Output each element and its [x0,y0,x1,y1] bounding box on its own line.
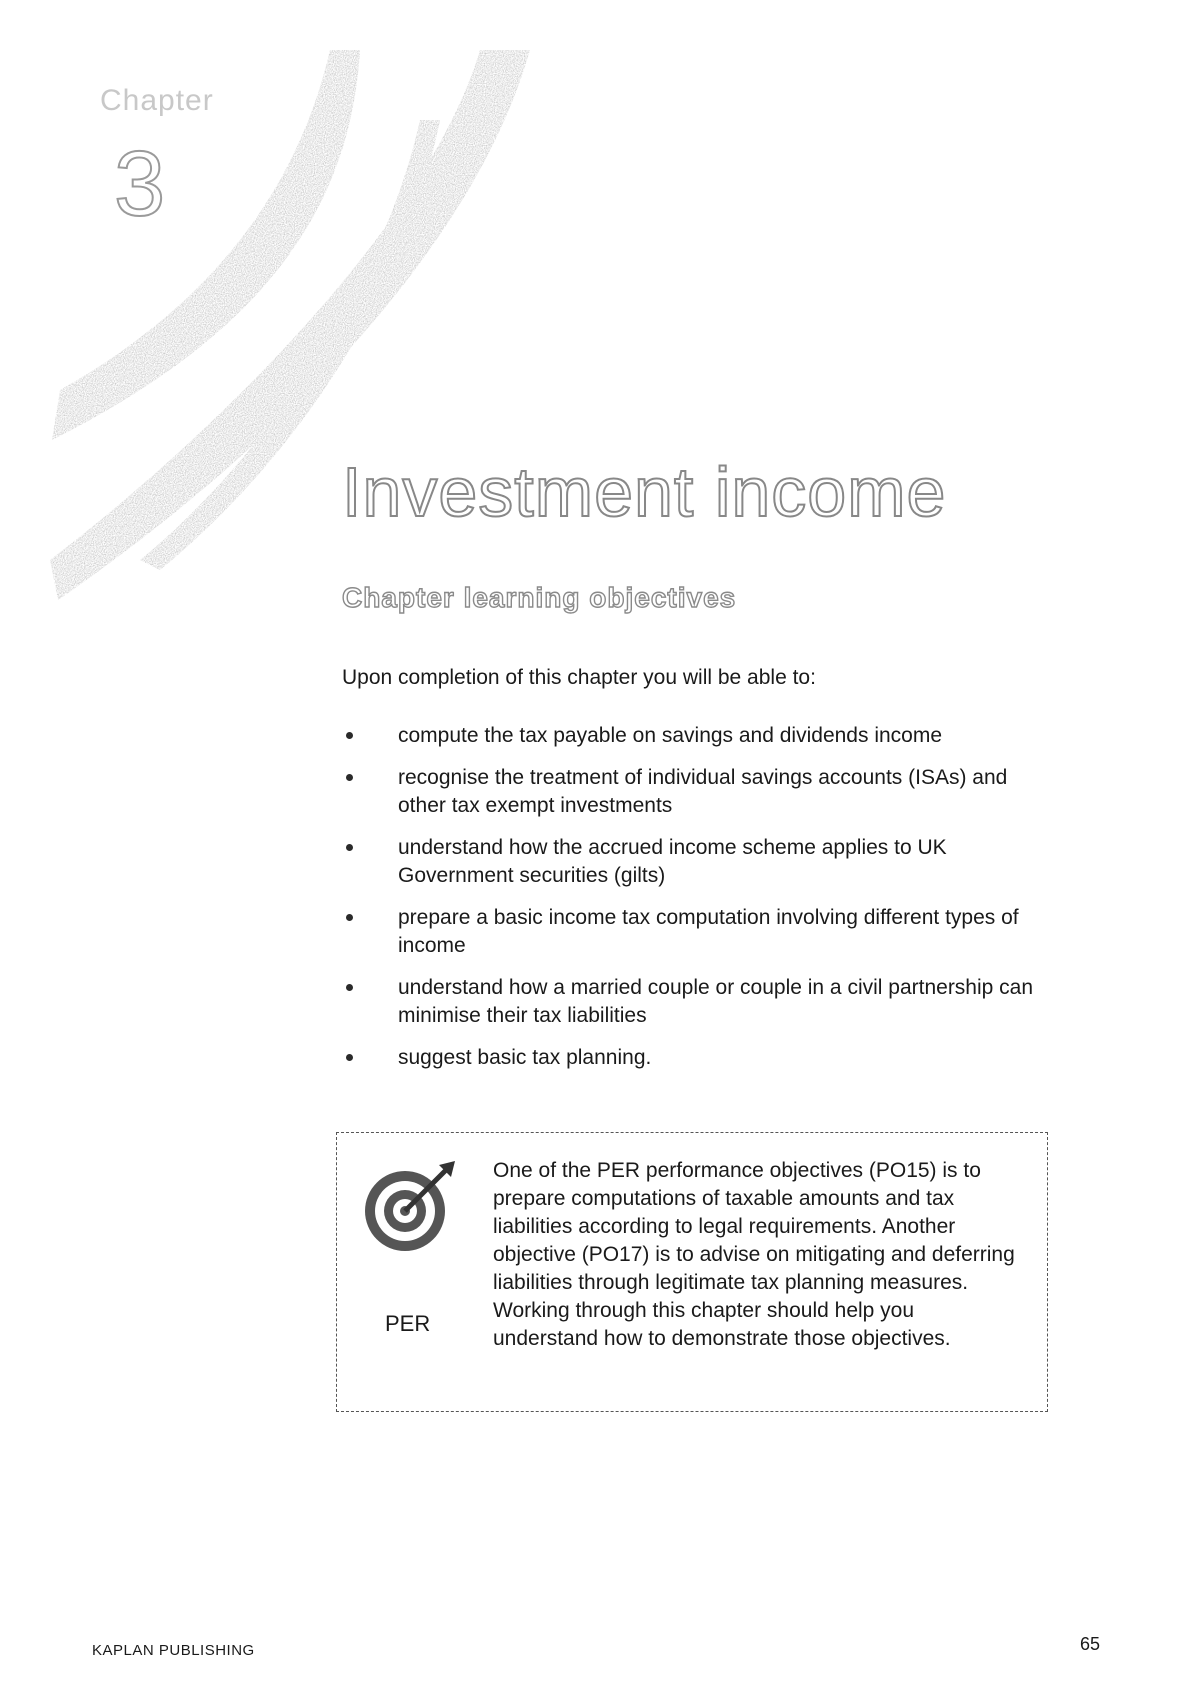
learning-objectives-heading: Chapter learning objectives [342,582,737,613]
bullet-icon [346,984,353,991]
objective-text: suggest basic tax planning. [398,1046,652,1069]
intro-text: Upon completion of this chapter you will be able to: [342,666,816,689]
chapter-number: 3 [114,133,166,235]
publisher-name: KAPLAN PUBLISHING [92,1642,255,1659]
target-icon [359,1157,459,1257]
chapter-title: Investment income [342,453,947,531]
page-number: 65 [1080,1634,1101,1654]
chapter-label: Chapter [100,84,214,117]
per-callout-box [336,1132,1048,1412]
objective-item [342,904,1042,960]
objective-text: understand how a married couple or couple in a civil partnership can minimise their tax liabilities [398,976,1034,1027]
bullet-icon [346,1054,353,1061]
bullet-icon [346,844,353,851]
objective-text: recognise the treatment of individual savings accounts (ISAs) and other tax exempt investments [398,766,1008,817]
per-label: PER [385,1311,431,1336]
objective-text: prepare a basic income tax computation involving different types of income [398,906,1019,957]
bullet-icon [346,774,353,781]
objectives-list [342,722,1042,1086]
objective-item [342,834,1042,890]
bullet-icon [346,732,353,739]
per-text: One of the PER performance objectives (PO15) is to prepare computations of taxable amounts and tax liabilities according to legal requirements. Another objective (PO17) is to advise on mitigating and deferring liabilities through legitimate tax planning measures. Working through this chapter should help you understand how to demonstrate those objectives. [493,1159,1015,1350]
objective-text: understand how the accrued income scheme applies to UK Government securities (gilts) [398,836,947,887]
objective-item [342,722,1042,750]
objective-item [342,1044,1042,1072]
objective-item [342,974,1042,1030]
objective-item [342,764,1042,820]
objective-text: compute the tax payable on savings and dividends income [398,724,943,747]
bullet-icon [346,914,353,921]
